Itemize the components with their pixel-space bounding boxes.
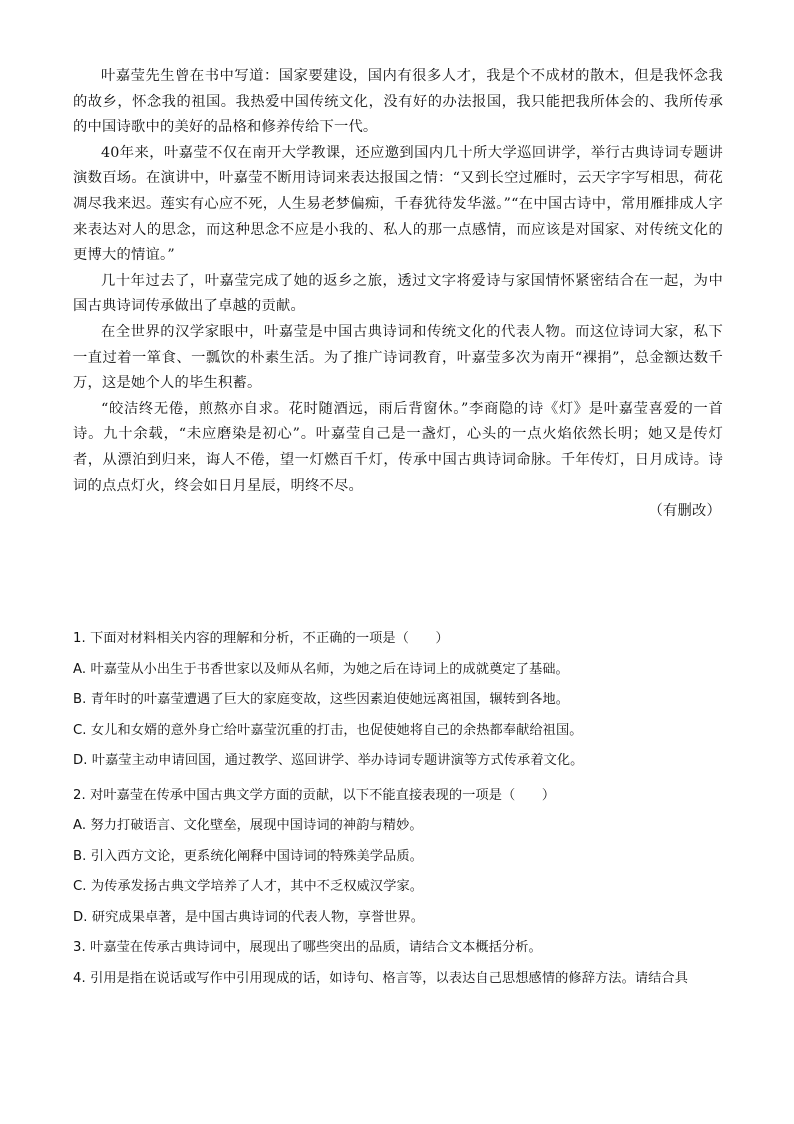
- question-1-option-d: D. 叶嘉莹主动申请回国，通过教学、巡回讲学、举办诗词专题讲演等方式传承着文化。: [73, 753, 584, 768]
- passage-paragraph-3: 几十年过去了，叶嘉莹完成了她的返乡之旅，透过文字将爱诗与家国情怀紧密结合在一起，为中国古典诗词传承做出了卓越的贡献。: [73, 272, 723, 315]
- passage-paragraph-1: 叶嘉莹先生曾在书中写道：国家要建设，国内有很多人才，我是个不成材的散木，但是我怀念我的故乡，怀念我的祖国。我热爱中国传统文化，没有好的办法报国，我只能把我所体会的、我所传承的中国诗歌中的美好的品格和修养传给下一代。: [73, 68, 723, 136]
- question-3-stem: 3. 叶嘉莹在传承古典诗词中，展现出了哪些突出的品质，请结合文本概括分析。: [73, 940, 542, 955]
- question-section: [73, 624, 728, 994]
- question-2: [73, 781, 728, 934]
- question-1-option-c: C. 女儿和女婿的意外身亡给叶嘉莹沉重的打击，也促使她将自己的余热都奉献给祖国。: [73, 722, 583, 738]
- question-2-option-c: C. 为传承发扬古典文学培养了人才，其中不乏权威汉学家。: [73, 879, 424, 894]
- question-2-option-b: B. 引入西方文论，更系统化阐释中国诗词的特殊美学品质。: [73, 848, 423, 864]
- source-note: （有删改）: [648, 503, 721, 520]
- question-4-stem: 4. 引用是指在说话或写作中引用现成的话，如诗句、格言等，以表达自己思想感情的修辞方法。请结合具: [73, 970, 689, 986]
- passage-paragraph-5: “皎洁终无倦，煎熬亦自求。花时随酒远，雨后背窗休。”李商隐的诗《灯》是叶嘉莹喜爱的一首诗。九十余载，“未应磨染是初心”。叶嘉莹自己是一盏灯，心头的一点火焰依然长明；她又是传灯者，从漂泊到归来，诲人不倦，望一灯燃百千灯，传承中国古典诗词命脉。千年传灯，日月成诗。诗词的点点灯火，终会如日月星辰，明终不尽。: [73, 400, 723, 494]
- question-2-option-d: D. 研究成果卓著，是中国古典诗词的代表人物，享誉世界。: [73, 909, 425, 925]
- question-2-option-a: A. 努力打破语言、文化壁垒，展现中国诗词的神韵与精妙。: [73, 818, 423, 833]
- reading-passage: [73, 64, 723, 525]
- question-1-stem: 1. 下面对材料相关内容的理解和分析，不正确的一项是（ ）: [73, 631, 449, 646]
- question-1: [73, 624, 728, 777]
- passage-paragraph-2: 40年来，叶嘉莹不仅在南开大学教课，还应邀到国内几十所大学巡回讲学，举行古典诗词专题讲演数百场。在演讲中，叶嘉莹不断用诗词来表达报国之情：“又到长空过雁时，云天字字写相思，荷花凋尽我来迟。莲实有心应不死，人生易老梦偏痴，千春犹待发华滋。”“在中国古诗中，常用雁排成人字来表达对人的思念，而这种思念不应是小我的、私人的那一点感情，而应该是对国家、对传统文化的更博大的情谊。”: [73, 144, 723, 264]
- passage-paragraph-4: 在全世界的汉学家眼中，叶嘉莹是中国古典诗词和传统文化的代表人物。而这位诗词大家，私下一直过着一箪食、一瓢饮的朴素生活。为了推广诗词教育，叶嘉莹多次为南开“裸捐”，总金额达数千万，这是她个人的毕生积蓄。: [73, 323, 723, 392]
- question-1-option-a: A. 叶嘉莹从小出生于书香世家以及师从名师，为她之后在诗词上的成就奠定了基础。: [73, 661, 569, 677]
- question-2-stem: 2. 对叶嘉莹在传承中国古典文学方面的贡献，以下不能直接表现的一项是（ ）: [73, 787, 556, 803]
- question-1-option-b: B. 青年时的叶嘉莹遭遇了巨大的家庭变故，这些因素迫使她远离祖国，辗转到各地。: [73, 692, 570, 707]
